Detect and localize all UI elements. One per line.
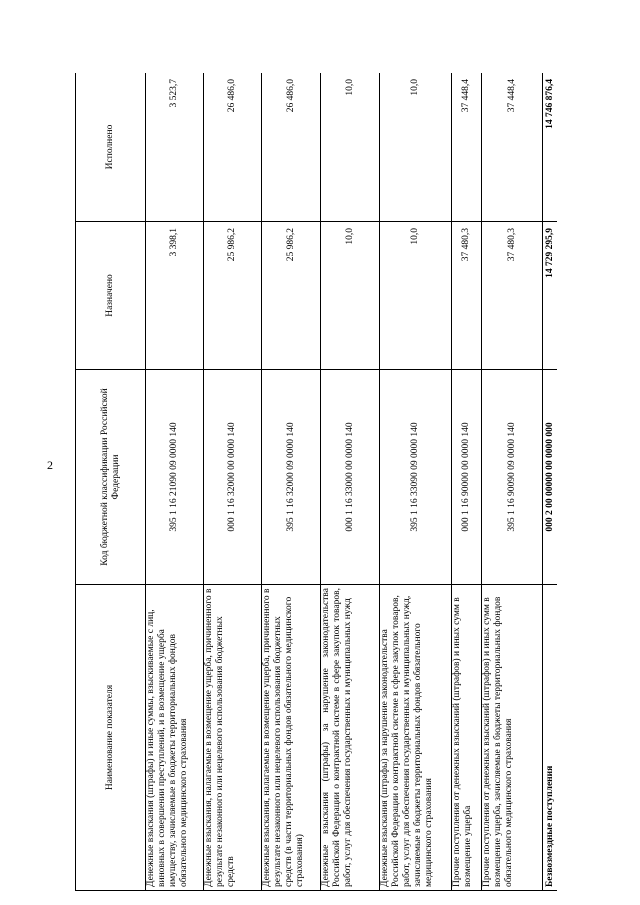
cell-budget-code: 395 1 16 33090 09 0000 140 bbox=[380, 370, 452, 585]
cell-executed: 10,0 bbox=[321, 73, 380, 222]
table-row bbox=[482, 73, 543, 891]
table-header-row bbox=[76, 73, 146, 891]
table-total-row bbox=[543, 73, 558, 891]
total-indicator-name: Безвозмездные поступления bbox=[543, 585, 558, 891]
header-indicator-name: Наименование показателя bbox=[76, 585, 146, 891]
table-row bbox=[452, 73, 482, 891]
total-assigned: 14 729 295,9 bbox=[543, 222, 558, 370]
cell-budget-code: 000 1 16 33000 00 0000 140 bbox=[321, 370, 380, 585]
cell-budget-code: 395 1 16 32000 09 0000 140 bbox=[262, 370, 321, 585]
header-assigned: Назначено bbox=[76, 222, 146, 370]
cell-executed: 10,0 bbox=[380, 73, 452, 222]
cell-executed: 26 486,0 bbox=[204, 73, 262, 222]
cell-indicator-name: Прочие поступления от денежных взысканий (штрафов) и иных сумм в возмещение ущерба, зачисляемые в бюджеты территориальных фондов обязательного медицинского страхования bbox=[482, 585, 543, 891]
cell-budget-code: 000 1 16 32000 00 0000 140 bbox=[204, 370, 262, 585]
table-row bbox=[262, 73, 321, 891]
cell-assigned: 3 398,1 bbox=[146, 222, 204, 370]
table-row bbox=[146, 73, 204, 891]
total-budget-code: 000 2 00 00000 00 0000 000 bbox=[543, 370, 558, 585]
cell-budget-code: 395 1 16 90090 09 0000 140 bbox=[482, 370, 543, 585]
page-number: 2 bbox=[47, 458, 53, 472]
cell-executed: 37 448,4 bbox=[452, 73, 482, 222]
header-budget-code: Код бюджетной классификации Российской Федерации bbox=[76, 370, 146, 585]
cell-budget-code: 395 1 16 21090 09 0000 140 bbox=[146, 370, 204, 585]
cell-indicator-name: Денежные взыскания, налагаемые в возмещение ущерба, причиненного в результате незаконного или нецелевого использования бюджетных средств (в части территориальных фондов обязательного медицинского страхования) bbox=[262, 585, 321, 891]
header-executed: Исполнено bbox=[76, 73, 146, 222]
cell-assigned: 25 986,2 bbox=[262, 222, 321, 370]
cell-executed: 26 486,0 bbox=[262, 73, 321, 222]
cell-budget-code: 000 1 16 90000 00 0000 140 bbox=[452, 370, 482, 585]
cell-indicator-name: Денежные взыскания (штрафы) за нарушение законодательства Российской Федерации о контрактной системе в сфере закупок товаров, работ, услуг для обеспечения государственных и муниципальных нужд, зачисляемые в бюджеты территориальных фондов обязательного медицинского страхования bbox=[380, 585, 452, 891]
cell-assigned: 37 480,3 bbox=[452, 222, 482, 370]
cell-indicator-name: Денежные взыскания (штрафы) за нарушение законодательства Российской Федерации о контрактной системе в сфере закупок товаров, работ, услуг для обеспечения государственных и муниципальных нужд bbox=[321, 585, 380, 891]
budget-execution-table bbox=[75, 73, 557, 891]
cell-indicator-name: Денежные взыскания (штрафы) и иные суммы, взыскиваемые с лиц, виновных в совершении преступлений, и в возмещение ущерба имуществу, зачисляемые в бюджеты территориальных фондов обязательного медицинского страхования bbox=[146, 585, 204, 891]
cell-assigned: 25 986,2 bbox=[204, 222, 262, 370]
budget-table-container bbox=[75, 73, 557, 891]
cell-assigned: 10,0 bbox=[321, 222, 380, 370]
budget-table-rotated bbox=[75, 73, 557, 891]
table-row bbox=[204, 73, 262, 891]
cell-indicator-name: Прочие поступления от денежных взысканий (штрафов) и иных сумм в возмещение ущерба bbox=[452, 585, 482, 891]
table-row bbox=[321, 73, 380, 891]
cell-indicator-name: Денежные взыскания, налагаемые в возмещение ущерба, причиненного в результате незаконного или нецелевого использования бюджетных средств bbox=[204, 585, 262, 891]
cell-assigned: 10,0 bbox=[380, 222, 452, 370]
cell-executed: 37 448,4 bbox=[482, 73, 543, 222]
cell-executed: 3 523,7 bbox=[146, 73, 204, 222]
total-executed: 14 746 876,4 bbox=[543, 73, 558, 222]
cell-assigned: 37 480,3 bbox=[482, 222, 543, 370]
table-row bbox=[380, 73, 452, 891]
